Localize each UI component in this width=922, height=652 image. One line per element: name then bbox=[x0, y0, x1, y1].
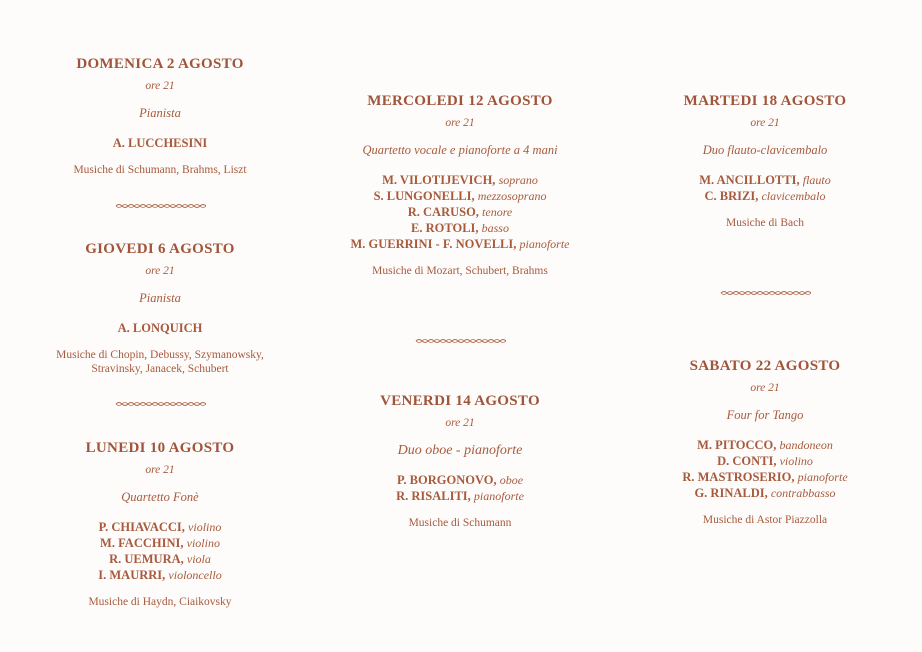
event-martedi-18-agosto bbox=[640, 92, 890, 230]
performer bbox=[640, 485, 890, 501]
performer-list bbox=[335, 472, 585, 504]
program-line: Musiche di Schumann, Brahms, Liszt bbox=[73, 164, 247, 176]
performer-role: bandoneon bbox=[779, 438, 833, 452]
event-date: MERCOLEDI 12 AGOSTO bbox=[367, 93, 553, 109]
performer-role: viola bbox=[186, 552, 211, 566]
event-date: MARTEDI 18 AGOSTO bbox=[683, 93, 847, 109]
performer-list bbox=[335, 172, 585, 252]
performer-role: violino bbox=[186, 536, 220, 550]
performer-role: tenore bbox=[482, 205, 513, 219]
event-time: ore 21 bbox=[145, 80, 175, 92]
performer bbox=[640, 453, 890, 469]
performer-role: clavicembalo bbox=[761, 189, 826, 203]
performer-role: violino bbox=[779, 454, 813, 468]
performer bbox=[640, 469, 890, 485]
performer-role: soprano bbox=[498, 173, 538, 187]
performer-name: R. CARUSO, bbox=[407, 205, 479, 219]
performer bbox=[40, 320, 280, 336]
event-time: ore 21 bbox=[445, 417, 475, 429]
event-date: LUNEDI 10 AGOSTO bbox=[85, 440, 235, 456]
event-time: ore 21 bbox=[145, 265, 175, 277]
performer-list bbox=[640, 437, 890, 501]
ornament-divider bbox=[335, 337, 585, 345]
performer-name: M. VILOTIJEVICH, bbox=[382, 173, 496, 187]
performer bbox=[40, 551, 280, 567]
event-date: SABATO 22 AGOSTO bbox=[689, 358, 841, 374]
event-time: ore 21 bbox=[445, 117, 475, 129]
performer-name: C. BRIZI, bbox=[704, 189, 759, 203]
performer bbox=[335, 220, 585, 236]
performer bbox=[335, 188, 585, 204]
ornament-divider bbox=[640, 289, 890, 297]
program-line: Stravinsky, Janacek, Schubert bbox=[91, 363, 229, 375]
program-line: Musiche di Haydn, Ciaikovsky bbox=[88, 596, 232, 608]
event-program bbox=[640, 513, 890, 527]
performer bbox=[335, 204, 585, 220]
event-venerdi-14-agosto bbox=[335, 392, 585, 530]
performer-name: S. LUNGONELLI, bbox=[373, 189, 475, 203]
performer bbox=[335, 488, 585, 504]
performer-role: pianoforte bbox=[519, 237, 570, 251]
program-line: Musiche di Mozart, Schubert, Brahms bbox=[372, 265, 548, 277]
performer bbox=[40, 519, 280, 535]
performer-name: M. GUERRINI - F. NOVELLI, bbox=[350, 237, 517, 251]
performer-list bbox=[40, 320, 280, 336]
performer-name: M. ANCILLOTTI, bbox=[699, 173, 800, 187]
program-line: Musiche di Chopin, Debussy, Szymanowsky, bbox=[56, 349, 264, 361]
performer-name: P. CHIAVACCI, bbox=[98, 520, 185, 534]
performer-name: P. BORGONOVO, bbox=[396, 473, 497, 487]
event-ensemble: Duo flauto-clavicembalo bbox=[702, 143, 828, 157]
event-date: GIOVEDI 6 AGOSTO bbox=[85, 241, 235, 257]
performer-name: D. CONTI, bbox=[717, 454, 777, 468]
performer bbox=[40, 135, 280, 151]
event-program bbox=[40, 348, 280, 376]
performer-name: R. UEMURA, bbox=[109, 552, 184, 566]
performer bbox=[40, 567, 280, 583]
performer-role: violoncello bbox=[168, 568, 222, 582]
performer-role: pianoforte bbox=[473, 489, 524, 503]
ornament-divider bbox=[40, 400, 280, 408]
program-line: Musiche di Astor Piazzolla bbox=[702, 514, 828, 526]
event-time: ore 21 bbox=[750, 117, 780, 129]
performer-name: A. LONQUICH bbox=[117, 321, 203, 335]
performer bbox=[640, 437, 890, 453]
performer bbox=[335, 236, 585, 252]
event-ensemble: Pianista bbox=[139, 291, 181, 305]
performer bbox=[640, 172, 890, 188]
event-giovedi-6-agosto bbox=[40, 240, 280, 376]
performer-name: R. MASTROSERIO, bbox=[682, 470, 795, 484]
event-ensemble: Four for Tango bbox=[726, 408, 804, 422]
performer-name: M. PITOCCO, bbox=[697, 438, 777, 452]
performer-role: pianoforte bbox=[797, 470, 848, 484]
performer-name: G. RINALDI, bbox=[694, 486, 768, 500]
performer-role: flauto bbox=[802, 173, 831, 187]
performer bbox=[335, 472, 585, 488]
performer bbox=[640, 188, 890, 204]
performer-role: violino bbox=[188, 520, 222, 534]
performer-list bbox=[40, 135, 280, 151]
scroll-flourish-icon bbox=[414, 337, 506, 345]
performer bbox=[335, 172, 585, 188]
event-program bbox=[40, 163, 280, 177]
event-domenica-2-agosto bbox=[40, 55, 280, 177]
program-line: Musiche di Schumann bbox=[408, 517, 512, 529]
performer-role: contrabbasso bbox=[770, 486, 836, 500]
scroll-flourish-icon bbox=[719, 289, 811, 297]
performer bbox=[40, 535, 280, 551]
performer-role: mezzosoprano bbox=[477, 189, 547, 203]
event-lunedi-10-agosto bbox=[40, 439, 280, 609]
performer-list bbox=[40, 519, 280, 583]
event-mercoledi-12-agosto bbox=[335, 92, 585, 278]
event-program bbox=[335, 516, 585, 530]
event-date: VENERDI 14 AGOSTO bbox=[380, 393, 540, 409]
performer-name: R. RISALITI, bbox=[396, 489, 471, 503]
performer-name: A. LUCCHESINI bbox=[112, 136, 208, 150]
program-line: Musiche di Bach bbox=[726, 217, 804, 229]
performer-name: I. MAURRI, bbox=[98, 568, 166, 582]
performer-name: M. FACCHINI, bbox=[100, 536, 184, 550]
event-ensemble: Duo oboe - pianoforte bbox=[397, 443, 523, 458]
scroll-flourish-icon bbox=[114, 202, 206, 210]
event-program bbox=[335, 264, 585, 278]
event-program bbox=[40, 595, 280, 609]
performer-role: oboe bbox=[499, 473, 524, 487]
performer-name: E. ROTOLI, bbox=[411, 221, 479, 235]
event-ensemble: Quartetto vocale e pianoforte a 4 mani bbox=[362, 143, 558, 157]
event-date: DOMENICA 2 AGOSTO bbox=[76, 56, 244, 72]
event-program bbox=[640, 216, 890, 230]
event-ensemble: Pianista bbox=[139, 106, 181, 120]
ornament-divider bbox=[40, 202, 280, 210]
event-time: ore 21 bbox=[750, 382, 780, 394]
event-sabato-22-agosto bbox=[640, 357, 890, 527]
event-ensemble: Quartetto Fonè bbox=[121, 490, 199, 504]
scroll-flourish-icon bbox=[114, 400, 206, 408]
event-time: ore 21 bbox=[145, 464, 175, 476]
performer-role: basso bbox=[481, 221, 509, 235]
performer-list bbox=[640, 172, 890, 204]
